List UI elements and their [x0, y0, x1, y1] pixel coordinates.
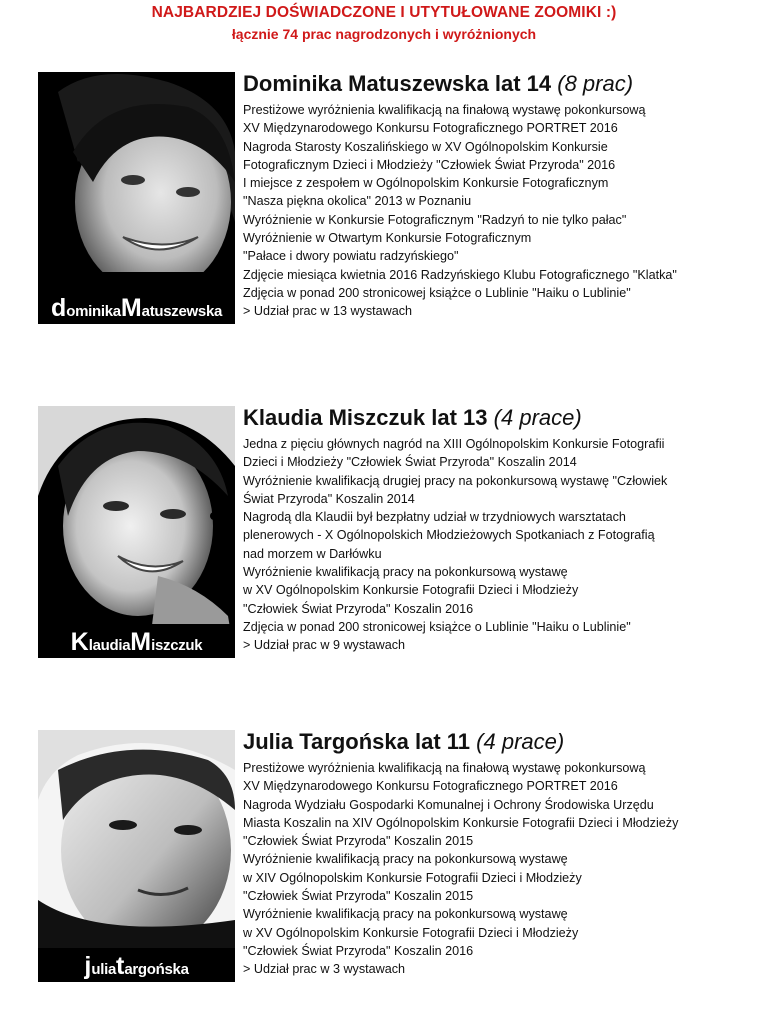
portrait-image — [38, 72, 235, 324]
person-info — [243, 70, 758, 321]
achievements-list — [243, 435, 758, 655]
achievement-line: Wyróżnienie kwalifikacją pracy na pokonkursową wystawę — [243, 852, 568, 867]
person-name: Julia Targońska lat 11 — [243, 729, 471, 754]
prize-count: (4 prace) — [476, 729, 565, 754]
page-header — [0, 2, 768, 44]
nameplate-first-name: ominika — [66, 303, 121, 320]
achievement-line: Wyróżnienie kwalifikacją pracy na pokonkursową wystawę — [243, 565, 568, 580]
portrait-photo-julia — [38, 730, 235, 982]
nameplate-initial: K — [70, 628, 89, 656]
achievement-line: plenerowych - X Ogólnopolskich Młodzieżowych Spotkaniach z Fotografią — [243, 528, 655, 543]
nameplate-first-name: ulia — [91, 961, 116, 978]
achievement-line: Świat Przyroda" Koszalin 2014 — [243, 491, 415, 506]
achievement-line: w XV Ogólnopolskim Konkursie Fotografii Dzieci i Młodzieży — [243, 583, 579, 598]
achievement-line: Nagroda Wydziału Gospodarki Komunalnej i Ochrony Środowiska Urzędu — [243, 797, 654, 812]
nameplate-first-name: laudia — [88, 637, 131, 654]
page-subtitle: łącznie 74 prac nagrodzonych i wyróżnionych — [231, 26, 537, 42]
achievement-line: Wyróżnienie kwalifikacją pracy na pokonkursową wystawę — [243, 907, 568, 922]
achievement-line: Fotograficznym Dzieci i Młodzieży "Człowiek Świat Przyroda" 2016 — [243, 157, 616, 172]
achievement-line: Wyróżnienie kwalifikacją drugiej pracy na pokonkursową wystawę "Człowiek — [243, 473, 668, 488]
photo-nameplate — [38, 624, 235, 658]
prize-count: (8 prac) — [557, 71, 634, 96]
achievement-line: Zdjęcia w ponad 200 stronicowej książce o Lublinie "Haiku o Lublinie" — [243, 619, 631, 634]
achievement-line: "Pałace i dwory powiatu radzyńskiego" — [243, 249, 459, 264]
person-info — [243, 728, 758, 979]
nameplate-last-name: iszczuk — [151, 637, 203, 654]
achievement-line: I miejsce z zespołem w Ogólnopolskim Konkursie Fotograficznym — [243, 176, 609, 191]
person-title — [243, 70, 758, 98]
achievement-line: Prestiżowe wyróżnienia kwalifikacją na finałową wystawę pokonkursową — [243, 103, 646, 117]
nameplate-initial: d — [50, 294, 67, 322]
achievement-line: "Nasza piękna okolica" 2013 w Poznaniu — [243, 194, 472, 209]
achievement-line: "Człowiek Świat Przyroda" Koszalin 2016 — [243, 601, 474, 616]
person-info — [243, 404, 758, 655]
achievement-line: Zdjęcia w ponad 200 stronicowej książce o Lublinie "Haiku o Lublinie" — [243, 285, 631, 300]
achievements-list — [243, 101, 758, 321]
nameplate-initial: j — [84, 952, 92, 980]
person-title — [243, 728, 758, 756]
portrait-image — [38, 406, 235, 658]
photo-nameplate — [38, 290, 235, 324]
person-title — [243, 404, 758, 432]
achievements-list — [243, 759, 758, 979]
nameplate-last-name: argońska — [124, 961, 189, 978]
achievement-line: nad morzem w Darłówku — [243, 546, 382, 561]
portrait-image — [38, 730, 235, 982]
portrait-photo-dominika — [38, 72, 235, 324]
nameplate-last-name: atuszewska — [141, 303, 223, 320]
achievement-line: Zdjęcie miesiąca kwietnia 2016 Radzyńskiego Klubu Fotograficznego "Klatka" — [243, 267, 677, 282]
achievement-line: Prestiżowe wyróżnienia kwalifikacją na finałową wystawę pokonkursową — [243, 761, 646, 775]
prize-count: (4 prace) — [493, 405, 582, 430]
achievement-line: Dzieci i Młodzieży "Człowiek Świat Przyroda" Koszalin 2014 — [243, 455, 577, 470]
achievement-line: XV Międzynarodowego Konkursu Fotograficznego PORTRET 2016 — [243, 779, 618, 794]
photo-nameplate — [38, 948, 235, 982]
achievement-line: "Człowiek Świat Przyroda" Koszalin 2016 — [243, 943, 474, 958]
achievement-line: "Człowiek Świat Przyroda" Koszalin 2015 — [243, 834, 474, 849]
achievement-line: w XV Ogólnopolskim Konkursie Fotografii Dzieci i Młodzieży — [243, 925, 579, 940]
achievement-line: > Udział prac w 13 wystawach — [243, 304, 413, 319]
person-name: Klaudia Miszczuk lat 13 — [243, 405, 488, 430]
nameplate-initial: M — [120, 294, 142, 322]
achievement-line: Nagrodą dla Klaudii był bezpłatny udział w trzydniowych warsztatach — [243, 510, 626, 525]
nameplate-initial: M — [130, 628, 152, 656]
achievement-line: "Człowiek Świat Przyroda" Koszalin 2015 — [243, 889, 474, 904]
achievement-line: w XIV Ogólnopolskim Konkursie Fotografii Dzieci i Młodzieży — [243, 870, 582, 885]
achievement-line: > Udział prac w 3 wystawach — [243, 962, 406, 977]
person-name: Dominika Matuszewska lat 14 — [243, 71, 552, 96]
achievement-line: Jedna z pięciu głównych nagród na XIII Ogólnopolskim Konkursie Fotografii — [243, 437, 665, 451]
achievement-line: XV Międzynarodowego Konkursu Fotograficznego PORTRET 2016 — [243, 121, 618, 136]
portrait-photo-klaudia — [38, 406, 235, 658]
achievement-line: Nagroda Starosty Koszalińskiego w XV Ogólnopolskim Konkursie — [243, 139, 608, 154]
achievement-line: Wyróżnienie w Otwartym Konkursie Fotograficznym — [243, 231, 532, 246]
page-title: NAJBARDZIEJ DOŚWIADCZONE I UTYTUŁOWANE ZOOMIKI :) — [151, 4, 617, 21]
achievement-line: Wyróżnienie w Konkursie Fotograficznym "Radzyń to nie tylko pałac" — [243, 212, 627, 227]
nameplate-initial: t — [115, 952, 125, 980]
achievement-line: > Udział prac w 9 wystawach — [243, 638, 406, 653]
achievement-line: Miasta Koszalin na XIV Ogólnopolskim Konkursie Fotografii Dzieci i Młodzieży — [243, 815, 679, 830]
